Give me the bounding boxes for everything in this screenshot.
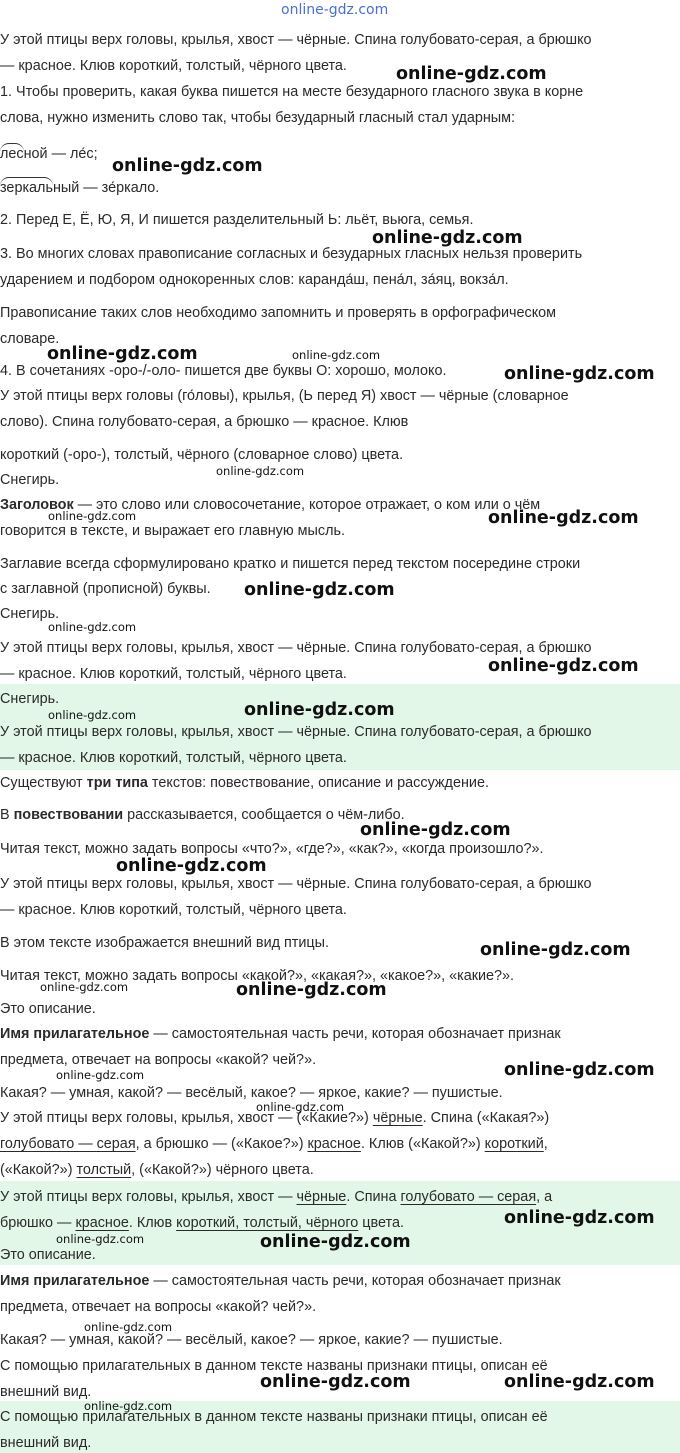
text-line: 3. Во многих словах правописание согласных и безударных гласных нельзя проверить — [0, 246, 583, 262]
text-line: У этой птицы верх головы, крылья, хвост — чёрные. Спина голубовато-серая, а брюшко — [0, 640, 592, 656]
text-line: Какая? — умная, какой? — весёлый, какое? — яркое, какие? — пушистые. — [0, 1085, 503, 1101]
text-line: 2. Перед Е, Ё, Ю, Я, И пишется разделительный Ь: льёт, вьюга, семья. — [0, 212, 474, 228]
text-line: Снегирь. — [0, 691, 60, 707]
watermark-small: online-gdz.com — [84, 1399, 173, 1413]
watermark-small: online-gdz.com — [292, 348, 381, 362]
text-line: Снегирь. — [0, 606, 60, 622]
text-line: говорится в тексте, и выражает его главную мысль. — [0, 523, 345, 539]
watermark: online-gdz.com — [504, 1208, 655, 1228]
text-line: Это описание. — [0, 1001, 96, 1017]
watermark: online-gdz.com — [260, 1372, 411, 1392]
text-line: слова, нужно изменить слово так, чтобы безударный гласный стал ударным: — [0, 110, 516, 126]
text-line: с заглавной (прописной) буквы. — [0, 581, 211, 597]
watermark-small: online-gdz.com — [56, 1068, 145, 1082]
definition-line: Имя прилагательное — самостоятельная часть речи, которая обозначает признак — [0, 1273, 561, 1289]
watermark-top: online-gdz.com — [281, 2, 389, 18]
watermark: online-gdz.com — [236, 980, 387, 1000]
text-line: 4. В сочетаниях -оро-/-оло- пишется две буквы О: хорошо, молоко. — [0, 363, 447, 379]
watermark-small: online-gdz.com — [56, 1232, 145, 1246]
watermark: online-gdz.com — [480, 940, 631, 960]
text-line: — красное. Клюв короткий, толстый, чёрного цвета. — [0, 902, 347, 918]
watermark: online-gdz.com — [116, 856, 267, 876]
text-line: У этой птицы верх головы, крылья, хвост — чёрные. Спина голубовато-серая, а брюшко — [0, 32, 592, 48]
watermark-small: online-gdz.com — [216, 464, 305, 478]
word-analysis-line: лесной — ле́с; — [0, 143, 98, 163]
watermark-small: online-gdz.com — [48, 620, 137, 634]
watermark-small: online-gdz.com — [84, 1320, 173, 1334]
text-line: Читая текст, можно задать вопросы «какой?», «какая?», «какое?», «какие?». — [0, 968, 515, 984]
watermark-small: online-gdz.com — [40, 980, 129, 994]
analysis-line: У этой птицы верх головы, крылья, хвост — чёрные. Спина голубовато — серая, а — [0, 1189, 553, 1205]
watermark: online-gdz.com — [112, 156, 263, 176]
text-line: предмета, отвечает на вопросы «какой? чей?». — [0, 1299, 317, 1315]
analysis-line: («Какой?») толстый, («Какой?») чёрного цвета. — [0, 1162, 314, 1178]
text-line: словаре. — [0, 331, 60, 347]
watermark-small: online-gdz.com — [256, 1100, 345, 1114]
watermark: online-gdz.com — [47, 344, 198, 364]
definition-line: Заголовок — это слово или словосочетание, которое отражает, о ком или о чём — [0, 497, 541, 513]
root-mark: зеркаль — [0, 177, 53, 197]
text-line: внешний вид. — [0, 1384, 92, 1400]
text-line: ударением и подбором однокоренных слов: каранда́ш, пена́л, за́яц, вокза́л. — [0, 272, 509, 288]
watermark: online-gdz.com — [396, 64, 547, 84]
text-line: С помощью прилагательных в данном тексте названы признаки птицы, описан её — [0, 1409, 548, 1425]
text-line: У этой птицы верх головы, крылья, хвост — чёрные. Спина голубовато-серая, а брюшко — [0, 724, 592, 740]
root-mark: лес — [0, 143, 24, 163]
text-line: Читая текст, можно задать вопросы «что?», «где?», «как?», «когда произошло?». — [0, 841, 544, 857]
text-line: В этом тексте изображается внешний вид птицы. — [0, 935, 330, 951]
word-analysis-line: зеркальный — зе́ркало. — [0, 177, 159, 197]
definition-line: Существуют три типа текстов: повествование, описание и рассуждение. — [0, 775, 489, 791]
text-line: Снегирь. — [0, 472, 60, 488]
watermark: online-gdz.com — [244, 580, 395, 600]
definition-line: Имя прилагательное — самостоятельная часть речи, которая обозначает признак — [0, 1026, 561, 1042]
watermark: online-gdz.com — [504, 1060, 655, 1080]
watermark: online-gdz.com — [360, 820, 511, 840]
watermark: online-gdz.com — [504, 1372, 655, 1392]
definition-line: В повествовании рассказывается, сообщается о чём-либо. — [0, 807, 405, 823]
text-line: Заглавие всегда сформулировано кратко и пишется перед текстом посередине строки — [0, 556, 581, 572]
text-line: Это описание. — [0, 1247, 96, 1263]
text-line: — красное. Клюв короткий, толстый, чёрного цвета. — [0, 750, 347, 766]
watermark: online-gdz.com — [260, 1232, 411, 1252]
text-line: короткий (-оро-), толстый, чёрного (словарное слово) цвета. — [0, 447, 404, 463]
text-line: слово). Спина голубовато-серая, а брюшко — красное. Клюв — [0, 414, 409, 430]
watermark: online-gdz.com — [372, 228, 523, 248]
watermark: online-gdz.com — [488, 508, 639, 528]
text-line: Правописание таких слов необходимо запомнить и проверять в орфографическом — [0, 305, 557, 321]
watermark: online-gdz.com — [244, 700, 395, 720]
analysis-line: У этой птицы верх головы, крылья, хвост — («Какие?») чёрные. Спина («Какая?») — [0, 1110, 550, 1126]
analysis-line: брюшко — красное. Клюв короткий, толстый, чёрного цвета. — [0, 1215, 404, 1231]
text-line: У этой птицы верх головы (го́ловы), крылья, (Ь перед Я) хвост — чёрные (словарное — [0, 388, 569, 404]
watermark: online-gdz.com — [488, 656, 639, 676]
text-line: — красное. Клюв короткий, толстый, чёрного цвета. — [0, 666, 347, 682]
analysis-line: голубовато — серая, а брюшко — («Какое?») красное. Клюв («Какой?») короткий, — [0, 1136, 548, 1152]
watermark-small: online-gdz.com — [48, 708, 137, 722]
text-line: внешний вид. — [0, 1435, 92, 1451]
text-line: — красное. Клюв короткий, толстый, чёрного цвета. — [0, 58, 347, 74]
text-line: С помощью прилагательных в данном тексте названы признаки птицы, описан её — [0, 1358, 548, 1374]
watermark: online-gdz.com — [504, 364, 655, 384]
watermark-small: online-gdz.com — [48, 509, 137, 523]
text-line: предмета, отвечает на вопросы «какой? чей?». — [0, 1052, 317, 1068]
text-line: У этой птицы верх головы, крылья, хвост — чёрные. Спина голубовато-серая, а брюшко — [0, 876, 592, 892]
text-line: 1. Чтобы проверить, какая буква пишется на месте безударного гласного звука в корне — [0, 84, 584, 100]
text-line: Какая? — умная, какой? — весёлый, какое? — яркое, какие? — пушистые. — [0, 1332, 503, 1348]
